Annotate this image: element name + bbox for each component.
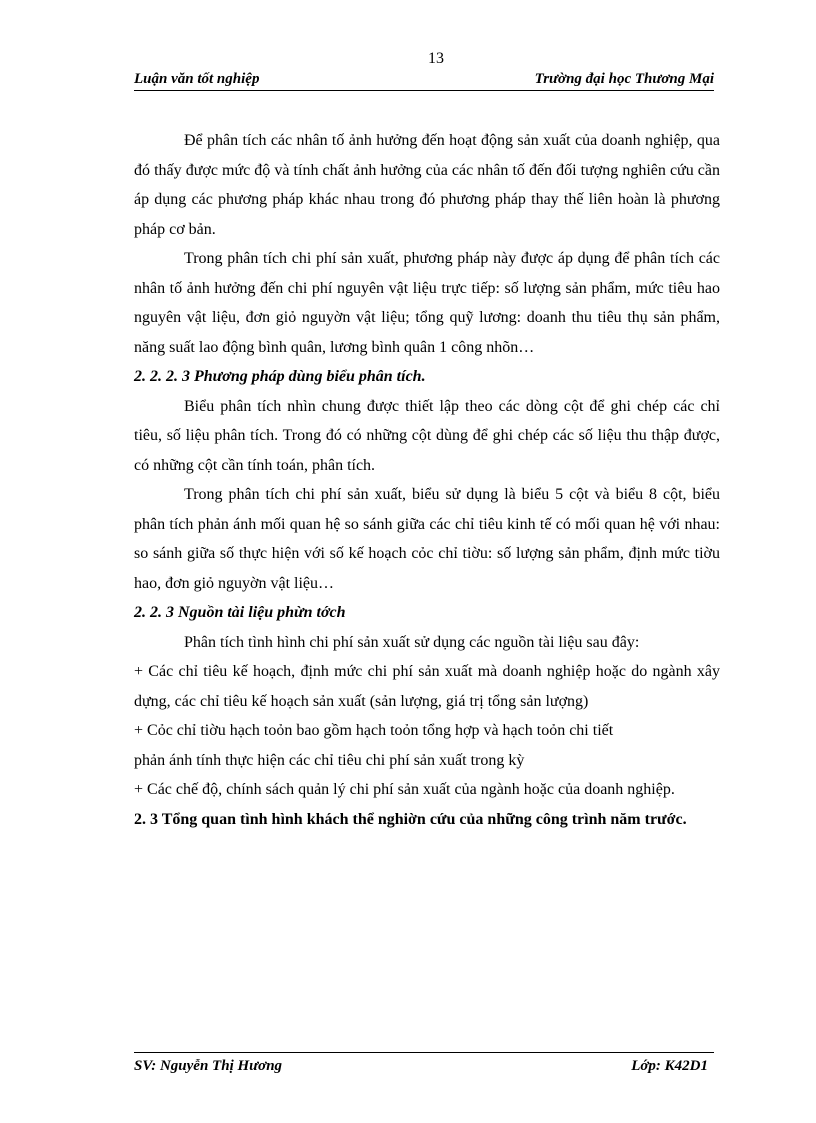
section-heading: 2. 3 Tổng quan tình hình khách thể nghiờn cứu của những công trình năm trước. bbox=[134, 810, 687, 828]
header-university: Trường đại học Thương Mại bbox=[534, 71, 714, 87]
paragraph: Để phân tích các nhân tố ảnh hưởng đến hoạt động sản xuất của doanh nghiệp, qua đó thấy được mức độ và tính chất ảnh hưởng của các nhân tố đến đối tượng nghiên cứu cần áp dụng các phương pháp khác nhau trong đó phương pháp thay thế liên hoàn là phương pháp cơ bản. bbox=[134, 132, 720, 238]
list-item: phản ánh tính thực hiện các chỉ tiêu chi phí sản xuất trong kỳ bbox=[134, 751, 525, 769]
document-body bbox=[134, 126, 720, 834]
page-footer bbox=[134, 1052, 714, 1077]
list-item: + Cỏc chỉ tiờu hạch toỏn bao gồm hạch toỏn tổng hợp và hạch toỏn chi tiết bbox=[134, 722, 614, 739]
list-item: + Các chế độ, chính sách quản lý chi phí sản xuất của ngành hoặc của doanh nghiệp. bbox=[134, 781, 675, 798]
footer-class: Lớp: K42D1 bbox=[631, 1058, 708, 1074]
list-item: + Các chỉ tiêu kế hoạch, định mức chi phí sản xuất mà doanh nghiệp hoặc do ngành xây dựng, các chỉ tiêu kế hoạch sản xuất (sản lượng, giá trị tổng sản lượng) bbox=[134, 663, 720, 710]
section-heading: 2. 2. 3 Nguồn tài liệu phừn tớch bbox=[134, 604, 346, 621]
paragraph: Trong phân tích chi phí sản xuất, biểu sử dụng là biểu 5 cột và biểu 8 cột, biểu phân tích phản ánh mối quan hệ so sánh giữa các chỉ tiêu kinh tế có mối quan hệ với nhau: so sánh giữa số thực hiện với số kế hoạch cỏc chỉ tiờu: số lượng sản phẩm, định mức tiờu hao, đơn giỏ nguyờn vật liệu… bbox=[134, 486, 720, 592]
paragraph: Biểu phân tích nhìn chung được thiết lập theo các dòng cột để ghi chép các chỉ tiêu, số liệu phân tích. Trong đó có những cột dùng để ghi chép các số liệu thu thập được, có những cột cần tính toán, phân tích. bbox=[134, 397, 720, 474]
section-heading: 2. 2. 2. 3 Phương pháp dùng biểu phân tích. bbox=[134, 368, 426, 385]
header-thesis-title: Luận văn tốt nghiệp bbox=[134, 71, 260, 87]
paragraph: Trong phân tích chi phí sản xuất, phương pháp này được áp dụng để phân tích các nhân tố ảnh hưởng đến chi phí nguyên vật liệu trực tiếp: số lượng sản phẩm, mức tiêu hao nguyên vật liệu, đơn giỏ nguyờn vật liệu; tổng quỹ lương: doanh thu tiêu thụ sản phẩm, năng suất lao động bình quân, lương bình quân 1 công nhõn… bbox=[134, 250, 720, 356]
page-header bbox=[134, 70, 714, 91]
paragraph: Phân tích tình hình chi phí sản xuất sử dụng các nguồn tài liệu sau đây: bbox=[184, 633, 640, 651]
page-number: 13 bbox=[428, 50, 444, 67]
footer-student-name: SV: Nguyễn Thị Hương bbox=[134, 1058, 283, 1074]
